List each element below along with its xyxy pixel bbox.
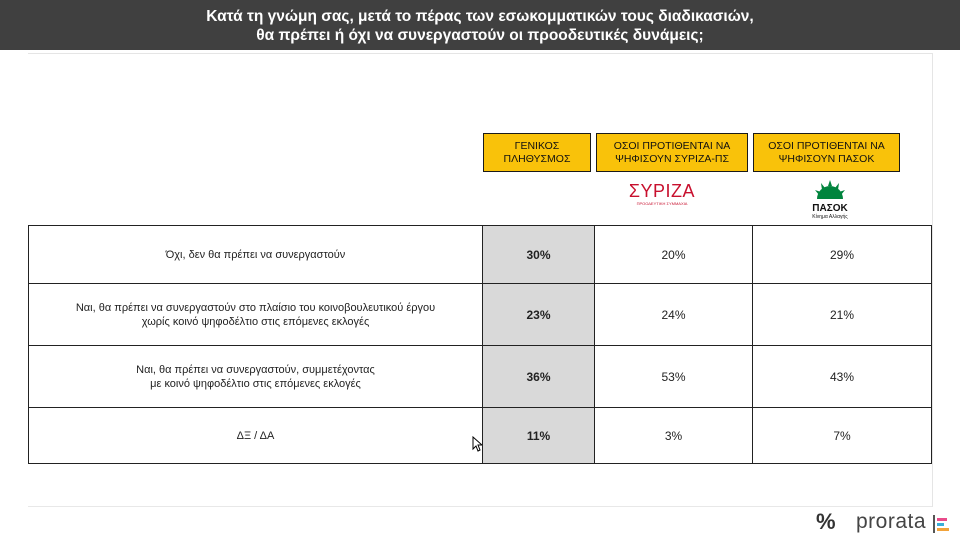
value-syriza: 20% (595, 226, 753, 284)
row-label: Όχι, δεν θα πρέπει να συνεργαστούν (29, 226, 483, 284)
prorata-logo (816, 507, 956, 535)
title-bar (0, 0, 960, 50)
column-header-pasok (753, 133, 900, 172)
row-label: ΔΞ / ΔΑ (29, 408, 483, 464)
column-header-general-label: ΓΕΝΙΚΟΣ ΠΛΗΘΥΣΜΟΣ (503, 139, 571, 165)
prorata-percent-icon: % (816, 509, 836, 534)
column-header-general (483, 133, 591, 172)
value-syriza: 53% (595, 346, 753, 408)
pasok-logo-word: ΠΑΣΟΚ (812, 203, 848, 214)
value-general: 11% (483, 408, 595, 464)
column-header-syriza (596, 133, 748, 172)
value-pasok: 43% (753, 346, 932, 408)
value-pasok: 29% (753, 226, 932, 284)
pasok-logo (800, 178, 860, 218)
syriza-logo-sub: ΠΡΟΟΔΕΥΤΙΚΗ ΣΥΜΜΑΧΙΑ (636, 201, 688, 206)
row-label: Ναι, θα πρέπει να συνεργαστούν στο πλαίσιο του κοινοβουλευτικού έργου χωρίς κοινό ψηφοδέλτιο στις επόμενες εκλογές (29, 284, 483, 346)
value-syriza: 24% (595, 284, 753, 346)
table-row (29, 284, 932, 346)
title-line-2: θα πρέπει ή όχι να συνεργαστούν οι προοδευτικές δυνάμεις; (256, 27, 704, 44)
value-pasok: 7% (753, 408, 932, 464)
prorata-bars-icon (933, 515, 951, 533)
value-syriza: 3% (595, 408, 753, 464)
value-general: 23% (483, 284, 595, 346)
top-divider (28, 53, 932, 54)
pasok-sun-icon (813, 178, 847, 200)
title-line-1: Κατά τη γνώμη σας, μετά το πέρας των εσωκομματικών τους διαδικασιών, (206, 8, 754, 25)
pasok-logo-sub: Κίνημα Αλλαγής (812, 214, 848, 220)
value-general: 30% (483, 226, 595, 284)
bottom-divider (28, 506, 932, 507)
row-label: Ναι, θα πρέπει να συνεργαστούν, συμμετέχοντας με κοινό ψηφοδέλτιο στις επόμενες εκλογές (29, 346, 483, 408)
right-divider (932, 53, 933, 507)
syriza-logo-word: ΣΥΡΙΖΑ (628, 181, 696, 201)
prorata-wordmark: prorata (856, 510, 927, 533)
mouse-cursor-icon (472, 436, 482, 452)
column-header-syriza-label: ΟΣΟΙ ΠΡΟΤΙΘΕΝΤΑΙ ΝΑ ΨΗΦΙΣΟΥΝ ΣΥΡΙΖΑ-ΠΣ (613, 139, 731, 165)
column-header-pasok-label: ΟΣΟΙ ΠΡΟΤΙΘΕΝΤΑΙ ΝΑ ΨΗΦΙΣΟΥΝ ΠΑΣΟΚ (768, 139, 885, 165)
table-row (29, 346, 932, 408)
syriza-logo (622, 181, 702, 215)
results-table (28, 225, 932, 464)
value-general: 36% (483, 346, 595, 408)
value-pasok: 21% (753, 284, 932, 346)
table-row (29, 226, 932, 284)
